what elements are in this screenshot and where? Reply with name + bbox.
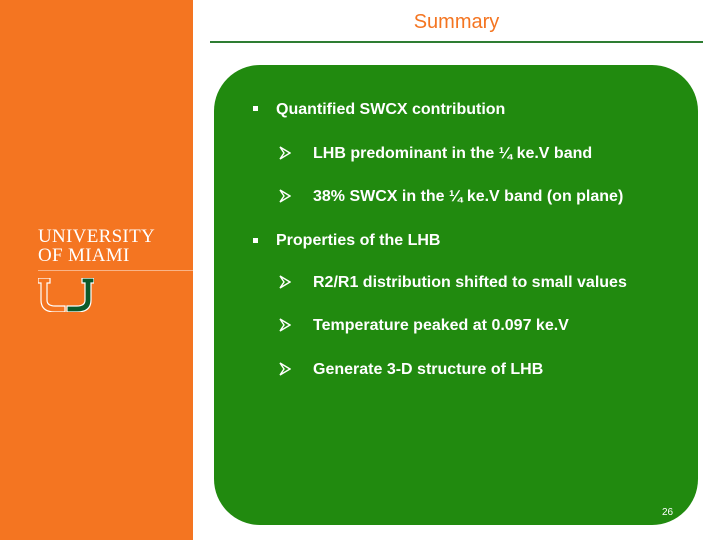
arrow-bullet-icon <box>279 146 291 160</box>
university-wordmark <box>38 227 155 265</box>
square-bullet-icon <box>253 106 258 111</box>
arrow-bullet-icon <box>279 318 291 332</box>
page-number: 26 <box>662 507 674 518</box>
list-item: Temperature peaked at 0.097 ke.V <box>313 317 569 334</box>
arrow-bullet-icon <box>279 362 291 376</box>
square-bullet-icon <box>253 238 258 243</box>
list-item: LHB predominant in the ¼ ke.V band <box>313 145 593 162</box>
arrow-bullet-icon <box>279 189 291 203</box>
wordmark-line-2: OF MIAMI <box>38 245 130 266</box>
title-underline <box>210 41 703 43</box>
logo-divider <box>38 270 193 271</box>
section-heading-swcx: Quantified SWCX contribution <box>276 101 506 118</box>
content-panel <box>214 65 698 525</box>
list-item: R2/R1 distribution shifted to small values <box>313 274 627 291</box>
list-item: 38% SWCX in the ¼ ke.V band (on plane) <box>313 188 624 205</box>
wordmark-line-1: UNIVERSITY <box>38 226 155 247</box>
sidebar <box>0 0 193 540</box>
slide-title: Summary <box>413 11 500 33</box>
arrow-bullet-icon <box>279 275 291 289</box>
split-u-logo-icon <box>38 278 94 312</box>
section-heading-lhb: Properties of the LHB <box>276 232 441 249</box>
list-item: Generate 3-D structure of LHB <box>313 361 544 378</box>
